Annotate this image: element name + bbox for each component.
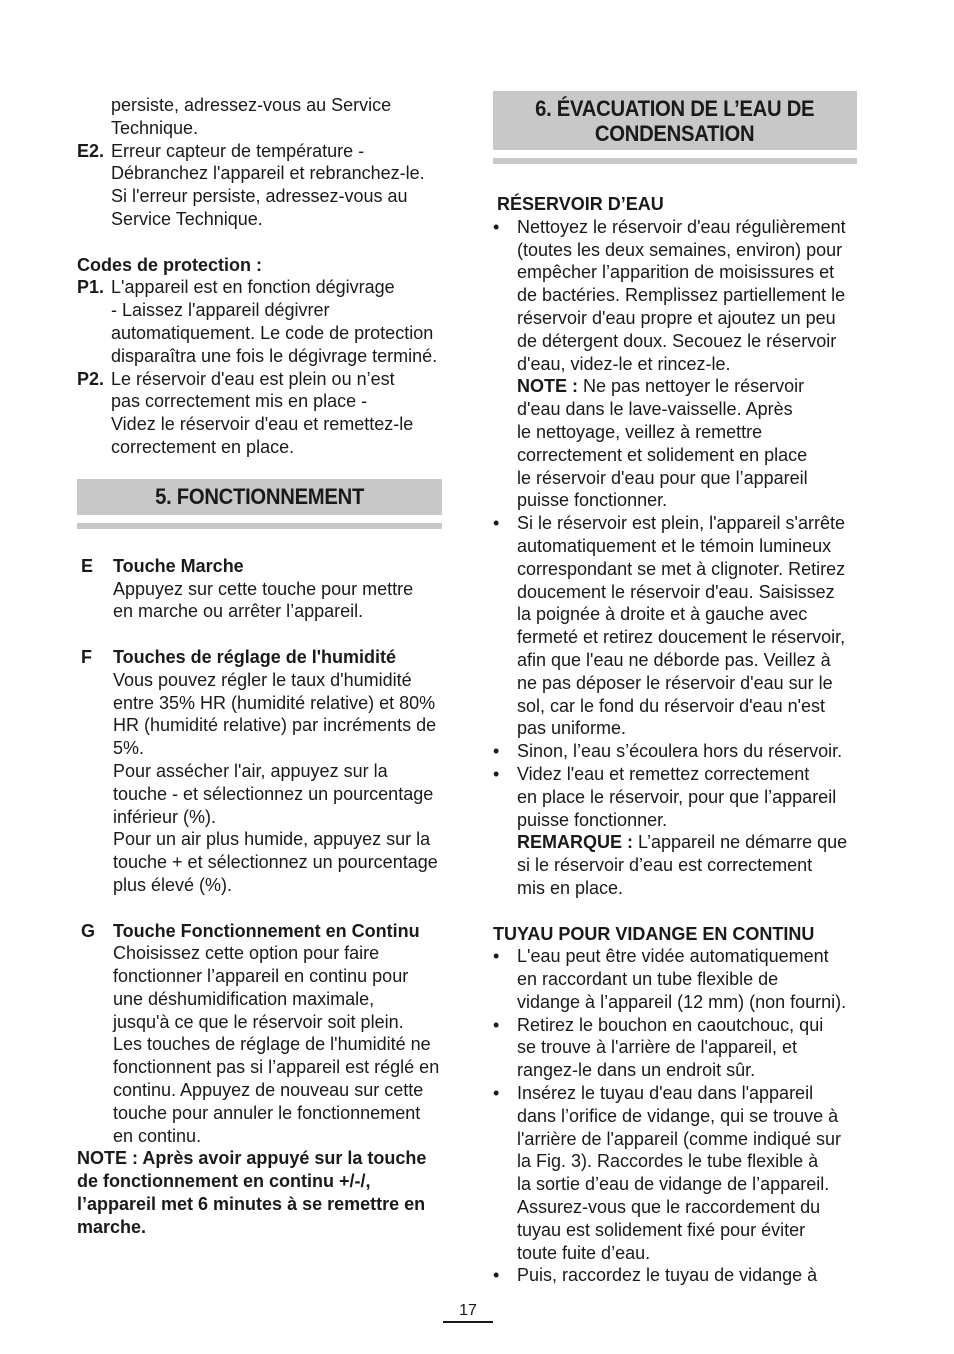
text-line: disparaîtra une fois le dégivrage terminé. [111, 345, 438, 366]
reservoir-title: RÉSERVOIR D’EAU [497, 194, 664, 214]
text-line: une déshumidification maximale, [113, 988, 375, 1009]
protection-code-p2 [77, 368, 447, 459]
text-line: l’appareil met 6 minutes à se remettre en [77, 1194, 426, 1215]
text-line: correctement et solidement en place [517, 444, 808, 465]
text-line: sol, car le fond du réservoir d'eau n'est [517, 695, 826, 716]
text-line: Pour assécher l'air, appuyez sur la [113, 760, 388, 781]
text-line: automatiquement. Le code de protection [111, 322, 434, 343]
text-line: dans l’orifice de vidange, qui se trouve à [517, 1105, 839, 1126]
text-line: empêcher l’apparition de moisissures et [517, 262, 835, 283]
continuous-note [77, 1147, 447, 1238]
text-line: plus élevé (%). [113, 874, 233, 895]
text-line: en raccordant un tube flexible de [517, 969, 779, 990]
text-line: de fonctionnement en continu +/-/, [77, 1171, 371, 1192]
page-number: 17 [459, 1302, 477, 1319]
text-line: réservoir d'eau propre et ajoutez un peu [517, 307, 836, 328]
text-line: inférieur (%). [113, 806, 217, 827]
text-line: fonctionnent pas si l’appareil est réglé en [113, 1057, 440, 1078]
protection-codes-title: Codes de protection : [77, 254, 263, 275]
list-item [493, 763, 865, 900]
key-letter: F [81, 646, 92, 667]
text-line: Vous pouvez régler le taux d'humidité [113, 669, 412, 690]
text-line: se trouve à l'arrière de l'appareil, et [517, 1037, 798, 1058]
text-line: automatiquement et le témoin lumineux [517, 535, 832, 556]
text-line: HR (humidité relative) par incréments de [113, 715, 437, 736]
text-line: de bactéries. Remplissez partiellement le [517, 285, 846, 306]
note-label: NOTE : [517, 376, 578, 397]
text-line: pas uniforme. [517, 718, 627, 739]
text-line: • Puis, raccordez le tuyau de vidange à [517, 1265, 818, 1286]
left-column [77, 94, 447, 1239]
key-f-humidite [77, 646, 447, 897]
code-label: P2. [77, 368, 105, 389]
text-line: vidange à l’appareil (12 mm) (non fourni). [517, 991, 847, 1012]
text-line: touche - et sélectionnez un pourcentage [113, 783, 434, 804]
text-line: en place le réservoir, pour que l’appareil [517, 786, 837, 807]
text-line: la Fig. 3). Raccordes le tube flexible à [517, 1151, 819, 1172]
text-line: • Nettoyez le réservoir d'eau régulièrement [517, 216, 846, 237]
reservoir-list [493, 216, 865, 900]
text-line: Le réservoir d'eau est plein ou n’est [111, 368, 395, 389]
tuyau-title: TUYAU POUR VIDANGE EN CONTINU [493, 923, 815, 944]
text-line: si le réservoir d’eau est correctement [517, 855, 813, 876]
text-line: • Si le réservoir est plein, l'appareil s'arrête [517, 513, 846, 534]
text-line: marche. [77, 1216, 147, 1237]
text-line: Choisissez cette option pour faire [113, 943, 380, 964]
key-letter: E [81, 555, 94, 576]
list-item [493, 1264, 865, 1287]
text-line: la poignée à droite et à gauche avec [517, 604, 808, 625]
list-item [493, 1082, 865, 1264]
text-line: Assurez-vous que le raccordement du [517, 1197, 821, 1218]
text-line: de détergent doux. Secouez le réservoir [517, 330, 837, 351]
note-line [517, 831, 865, 854]
text-line: touche + et sélectionnez un pourcentage [113, 852, 438, 873]
text-line: doucement le réservoir d'eau. Saisissez [517, 581, 835, 602]
list-item [493, 945, 865, 1013]
section-6-title-line1: 6. ÉVACUATION DE L’EAU DE [535, 95, 815, 121]
text-line: • Sinon, l’eau s’écoulera hors du réservoir. [517, 741, 843, 762]
tuyau-list [493, 945, 865, 1287]
text-line: mis en place. [517, 877, 624, 898]
text-line: correctement en place. [111, 436, 295, 457]
text-line: • L'eau peut être vidée automatiquement [517, 946, 829, 967]
note-line [517, 375, 865, 398]
text-line: • Retirez le bouchon en caoutchouc, qui [517, 1014, 824, 1035]
text-line: Erreur capteur de température - [111, 140, 365, 161]
text-line: l'arrière de l'appareil (comme indiqué sur [517, 1128, 842, 1149]
text-line: Si l'erreur persiste, adressez-vous au [111, 186, 408, 207]
page-number-rule [443, 1321, 493, 1323]
text-line: pas correctement mis en place - [111, 391, 368, 412]
section-5-title: 5. FONCTIONNEMENT [155, 484, 364, 510]
text-line: jusqu'à ce que le réservoir soit plein. [113, 1011, 404, 1032]
text-line: - Laissez l'appareil dégivrer [111, 300, 330, 321]
text-line: tuyau est solidement fixé pour éviter [517, 1219, 806, 1240]
note-text: Ne pas nettoyer le réservoir [578, 376, 805, 397]
list-item [493, 1014, 865, 1082]
text-line: d'eau dans le lave-vaisselle. Après [517, 399, 793, 420]
text-line: Appuyez sur cette touche pour mettre [113, 578, 414, 599]
text-line: Service Technique. [111, 208, 263, 229]
code-label: E2. [77, 140, 105, 161]
note-text: L’appareil ne démarre que [633, 832, 848, 853]
text-line: NOTE : Après avoir appuyé sur la touche [77, 1148, 427, 1169]
text-line: en continu. [113, 1125, 202, 1146]
section-5-header [77, 479, 442, 529]
text-line: puisse fonctionner. [517, 809, 668, 830]
text-line: correspondant se met à clignoter. Retirez [517, 558, 846, 579]
text-line: Videz le réservoir d'eau et remettez-le [111, 414, 414, 435]
text-line: Technique. [111, 117, 199, 138]
protection-code-p1 [77, 276, 447, 367]
text-line: en marche ou arrêter l’appareil. [113, 601, 364, 622]
key-g-continu [77, 920, 447, 1148]
text-line: Pour un air plus humide, appuyez sur la [113, 829, 431, 850]
text-line: • Insérez le tuyau d'eau dans l'appareil [517, 1083, 814, 1104]
text-line: la sortie d’eau de vidange de l’appareil. [517, 1174, 830, 1195]
right-column [493, 91, 865, 1287]
text-line: entre 35% HR (humidité relative) et 80% [113, 692, 436, 713]
code-label: P1. [77, 277, 105, 298]
text-line: (toutes les deux semaines, environ) pour [517, 239, 843, 260]
text-line: toute fuite d’eau. [517, 1242, 651, 1263]
text-line: d'eau, videz-le et rincez-le. [517, 353, 731, 374]
text-line: Les touches de réglage de l'humidité ne [113, 1034, 431, 1055]
text-line: • Videz l'eau et remettez correctement [517, 763, 810, 784]
note-label: REMARQUE : [517, 832, 633, 853]
key-title: Touche Fonctionnement en Continu [113, 920, 420, 941]
error-continuation [77, 94, 447, 140]
error-code-e2 [77, 140, 447, 231]
text-line: le nettoyage, veillez à remettre [517, 421, 763, 442]
text-line: puisse fonctionner. [517, 490, 668, 511]
text-line: afin que l'eau ne déborde pas. Veillez à [517, 649, 831, 670]
key-e-marche [77, 555, 447, 623]
text-line: fermeté et retirez doucement le réservoir, [517, 627, 846, 648]
section-6-header [493, 91, 857, 164]
text-line: Débranchez l'appareil et rebranchez-le. [111, 163, 425, 184]
text-line: continu. Appuyez de nouveau sur cette [113, 1080, 424, 1101]
key-title: Touches de réglage de l'humidité [113, 646, 396, 667]
text-line: rangez-le dans un endroit sûr. [517, 1060, 756, 1081]
section-6-title-line2: CONDENSATION [595, 120, 755, 146]
text-line: ne pas déposer le réservoir d'eau sur le [517, 672, 833, 693]
text-line: touche pour annuler le fonctionnement [113, 1102, 421, 1123]
text-line: le réservoir d'eau pour que l’appareil [517, 467, 808, 488]
text-line: persiste, adressez-vous au Service [111, 95, 392, 115]
list-item [493, 216, 865, 512]
key-title: Touche Marche [113, 555, 244, 576]
text-line: fonctionner l’appareil en continu pour [113, 966, 409, 987]
text-line: 5%. [113, 738, 145, 759]
text-line: L'appareil est en fonction dégivrage [111, 277, 395, 298]
list-item [493, 740, 865, 763]
list-item [493, 512, 865, 740]
key-letter: G [81, 920, 96, 941]
